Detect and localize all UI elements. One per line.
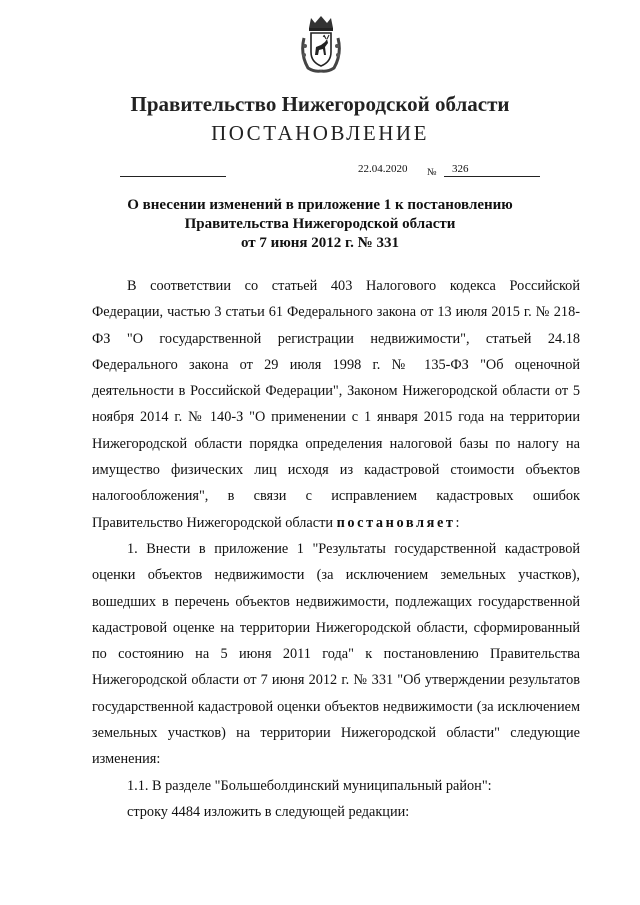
item-1-1-paragraph: 1.1. В разделе "Большеболдинский муниципальный район": xyxy=(127,777,492,794)
resolves-word: постановляет xyxy=(336,514,456,531)
subject-line: Правительства Нижегородской области xyxy=(184,216,456,232)
document-date: 22.04.2020 xyxy=(358,163,408,175)
preamble-end: : xyxy=(455,514,460,531)
preamble-paragraph xyxy=(92,273,580,536)
document-type: ПОСТАНОВЛЕНИЕ xyxy=(211,121,429,145)
number-label: № xyxy=(427,167,437,178)
document-body xyxy=(92,273,580,825)
subject-line: О внесении изменений в приложение 1 к постановлению xyxy=(127,197,513,213)
preamble-text: В соответствии со статьей 403 Налогового кодекса Российской Федерации, частью 3 статьи 61 Федерального закона от 13 июля 2015 г. № 218-ФЗ "О государственной регистрации недвижимости", статьей 24.18 Федерального закона от 29 июля 1998 г. № 135-ФЗ "Об оценочной деятельности в Российской Федерации", Законом Нижегородской области от 5 ноября 2014 г. № 140-З "О применении с 1 января 2015 года на территории Нижегородской области порядка определения налоговой базы по налогу на имущество физических лиц исходя из кадастровой стоимости объектов налогообложения", в связи с исправлением кадастровых ошибок Правительство Нижегородской области xyxy=(92,278,580,531)
item-1-paragraph: 1. Внести в приложение 1 "Результаты государственной кадастровой оценки объектов недвижимости (за исключением земельных участков), вошедших в перечень объектов недвижимости, подлежащих государственной кадастровой оценке на территории Нижегородской области, сформированный по состоянию на 5 июня 2011 года" к постановлению Правительства Нижегородской области от 7 июня 2012 г. № 331 "Об утверждении результатов государственной кадастровой оценки объектов недвижимости (за исключением земельных участков) на территории Нижегородской области" следующие изменения: xyxy=(92,540,580,768)
signature-date-line xyxy=(120,176,226,177)
document-number: 326 xyxy=(444,163,540,177)
document-subject xyxy=(100,196,540,253)
coat-of-arms-icon xyxy=(300,14,342,74)
government-name: Правительство Нижегородской области xyxy=(130,92,510,116)
row-instruction-paragraph: строку 4484 изложить в следующей редакции: xyxy=(127,803,410,820)
subject-line: от 7 июня 2012 г. № 331 xyxy=(241,235,399,251)
